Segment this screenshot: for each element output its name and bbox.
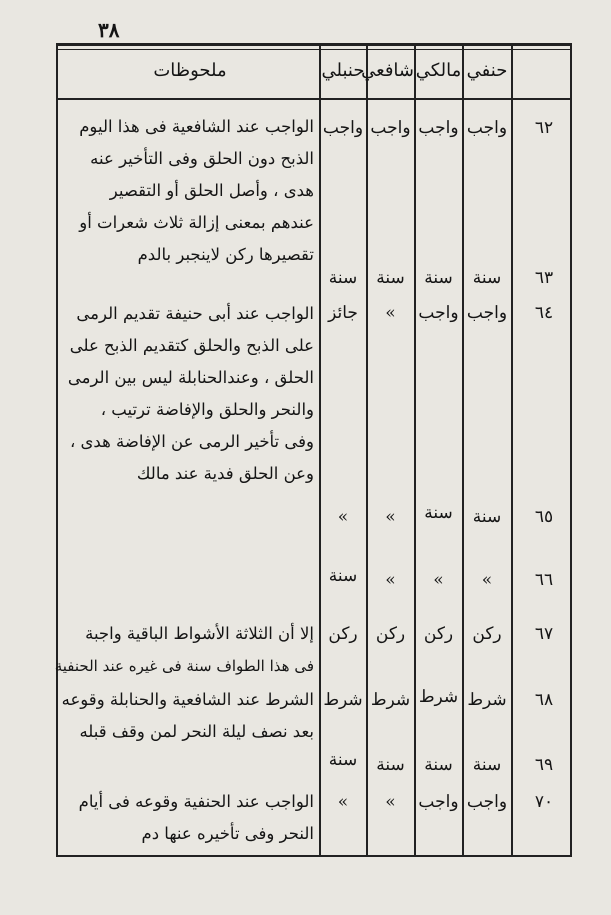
note-64 [62, 298, 314, 490]
note-line: النحر وفى تأخيره عنها دم [141, 824, 314, 843]
note-line: فى هذا الطواف سنة فى غيره عند الحنفية [54, 657, 314, 675]
cell-shafii: سنة [376, 268, 405, 288]
note-line: وفى تأخير الرمى عن الإفاضة هدى ، [69, 432, 314, 451]
cell-shafii: » [385, 570, 396, 590]
note-line: إلا أن الثلاثة الأشواط الباقية واجبة [85, 624, 314, 643]
cell-shafii: ركن [375, 624, 406, 644]
cell-hanbali: واجب [322, 118, 364, 138]
row-number: ٦٥ [534, 507, 554, 527]
cell-hanbali: جائز [328, 303, 358, 323]
cell-hanafi: واجب [466, 118, 508, 138]
row-number: ٦٧ [534, 624, 554, 644]
divider-remarks [319, 46, 321, 857]
note-line: الواجب عند الحنفية وقوعه فى أيام [78, 792, 314, 811]
note-67 [54, 618, 314, 682]
cell-maliki: سنة [424, 268, 453, 288]
header-hanafi: حنفي [466, 60, 508, 81]
cell-maliki: سنة [424, 755, 453, 775]
cell-hanafi: » [481, 570, 493, 590]
divider-hanbali [366, 46, 368, 857]
note-line: الذبح دون الحلق وفى التأخير عنه [90, 149, 314, 168]
divider-shafii [414, 46, 416, 857]
cell-hanafi: واجب [466, 303, 508, 323]
cell-maliki: واجب [418, 792, 459, 812]
cell-hanbali: » [337, 792, 349, 812]
cell-shafii: شرط [370, 690, 411, 710]
cell-hanafi: سنة [472, 755, 502, 775]
row-number: ٦٨ [534, 690, 554, 710]
note-line: على الذبح والحلق كتقديم الذبح على [69, 336, 314, 355]
cell-shafii: » [385, 303, 396, 323]
cell-maliki: » [433, 570, 444, 590]
cell-maliki: ركن [423, 624, 454, 644]
row-number: ٦٤ [534, 303, 554, 323]
row-number: ٧٠ [534, 792, 554, 812]
row-number: ٦٣ [534, 268, 554, 288]
cell-shafii: سنة [376, 755, 405, 775]
divider-hanafi [511, 46, 513, 857]
row-number: ٦٩ [534, 755, 554, 775]
note-line: وعن الحلق فدية عند مالك [136, 464, 314, 483]
header-rule [58, 98, 570, 100]
note-line: عندهم بمعنى إزالة ثلاث شعرات أو [79, 213, 314, 232]
cell-hanbali: ركن [328, 624, 358, 644]
cell-hanbali: شرط [323, 690, 363, 710]
cell-hanafi: سنة [472, 268, 502, 288]
note-line: الشرط عند الشافعية والحنابلة وقوعه [61, 690, 314, 709]
cell-hanafi: شرط [467, 690, 507, 710]
note-68 [62, 684, 314, 748]
note-line: الحلق ، وعندالحنابلة ليس بين الرمى [67, 368, 314, 387]
note-line: تقصيرها ركن لاينجبر بالدم [137, 245, 314, 264]
cell-hanafi: سنة [472, 507, 502, 527]
divider-maliki [462, 46, 464, 857]
note-line: والنحر والحلق والإفاضة ترتيب ، [100, 400, 314, 419]
cell-maliki: شرط [418, 687, 459, 707]
cell-shafii: واجب [370, 118, 411, 138]
cell-hanbali: سنة [328, 750, 358, 770]
cell-shafii: » [385, 792, 396, 812]
header-remarks: ملحوظات [153, 60, 227, 81]
cell-hanafi: واجب [466, 792, 508, 812]
note-line: الواجب عند أبى حنيفة تقديم الرمى [76, 304, 314, 323]
cell-shafii: » [385, 507, 396, 527]
cell-maliki: واجب [418, 303, 459, 323]
cell-maliki: واجب [418, 118, 459, 138]
note-line: الواجب عند الشافعية فى هذا اليوم [79, 117, 314, 136]
page-number: ٣٨ [98, 18, 120, 42]
cell-maliki: سنة [424, 503, 453, 523]
row-number: ٦٢ [534, 118, 554, 138]
note-line: بعد نصف ليلة النحر لمن وقف قبله [79, 722, 314, 741]
note-70 [62, 786, 314, 850]
cell-hanbali: سنة [328, 268, 358, 288]
header-maliki: مالكي [415, 60, 462, 81]
cell-hanbali: سنة [328, 566, 358, 586]
header-hanbali: حنبلي [321, 60, 365, 81]
cell-hanbali: » [337, 507, 349, 527]
cell-hanafi: ركن [472, 624, 502, 644]
note-line: هدى ، وأصل الحلق أو التقصير [109, 181, 314, 200]
row-number: ٦٦ [534, 570, 554, 590]
note-62 [62, 111, 314, 271]
header-shafii: شافعي [361, 60, 414, 81]
